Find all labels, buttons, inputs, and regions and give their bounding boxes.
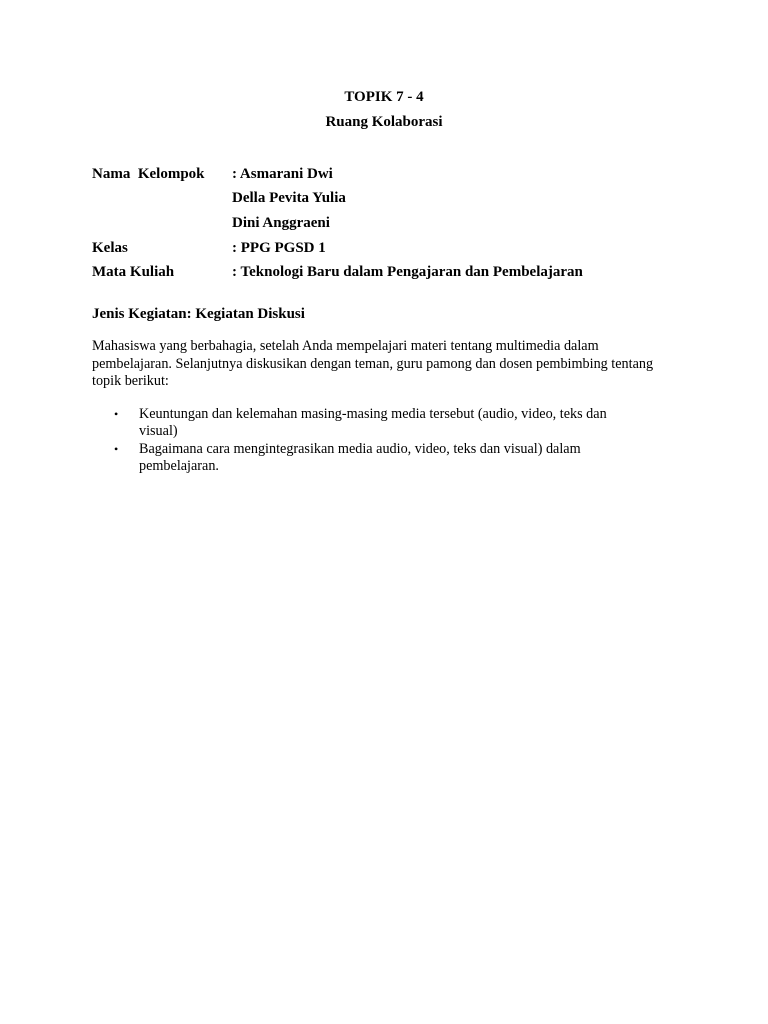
info-row-class: [92, 236, 692, 261]
info-label: Nama Kelompok: [92, 165, 205, 182]
info-row-course: [92, 260, 692, 285]
info-value: Dini Anggraeni: [232, 214, 330, 231]
bullet-icon: •: [114, 442, 119, 456]
document-subtitle: Ruang Kolaborasi: [325, 114, 443, 130]
info-row-member-3: [92, 211, 692, 236]
info-value: : PPG PGSD 1: [232, 239, 326, 256]
bullet-icon: •: [114, 407, 119, 421]
info-row-group-name: [92, 162, 692, 187]
group-info-block: [92, 162, 692, 285]
info-label: Kelas: [92, 239, 128, 256]
topic-list: [92, 406, 672, 476]
info-value: Della Pevita Yulia: [232, 190, 346, 207]
info-label: Mata Kuliah: [92, 264, 175, 281]
info-value: : Asmarani Dwi: [232, 165, 333, 182]
document-title: TOPIK 7 - 4: [344, 89, 424, 105]
list-item-text: Bagaimana cara mengintegrasikan media audio, video, teks dan visual) dalam pembelajaran.: [139, 441, 581, 474]
activity-paragraph: Mahasiswa yang berbahagia, setelah Anda mempelajari materi tentang multimedia dalam pembelajaran. Selanjutnya diskusikan dengan teman, guru pamong dan dosen pembimbing tentang topik berikut:: [92, 338, 654, 389]
list-item-text: Keuntungan dan kelemahan masing-masing media tersebut (audio, video, teks dan visual): [139, 406, 607, 439]
list-item: [92, 406, 672, 440]
info-row-member-2: [92, 187, 692, 212]
info-value: : Teknologi Baru dalam Pengajaran dan Pembelajaran: [232, 264, 583, 281]
activity-heading: Jenis Kegiatan: Kegiatan Diskusi: [92, 306, 305, 322]
list-item: [92, 441, 672, 475]
